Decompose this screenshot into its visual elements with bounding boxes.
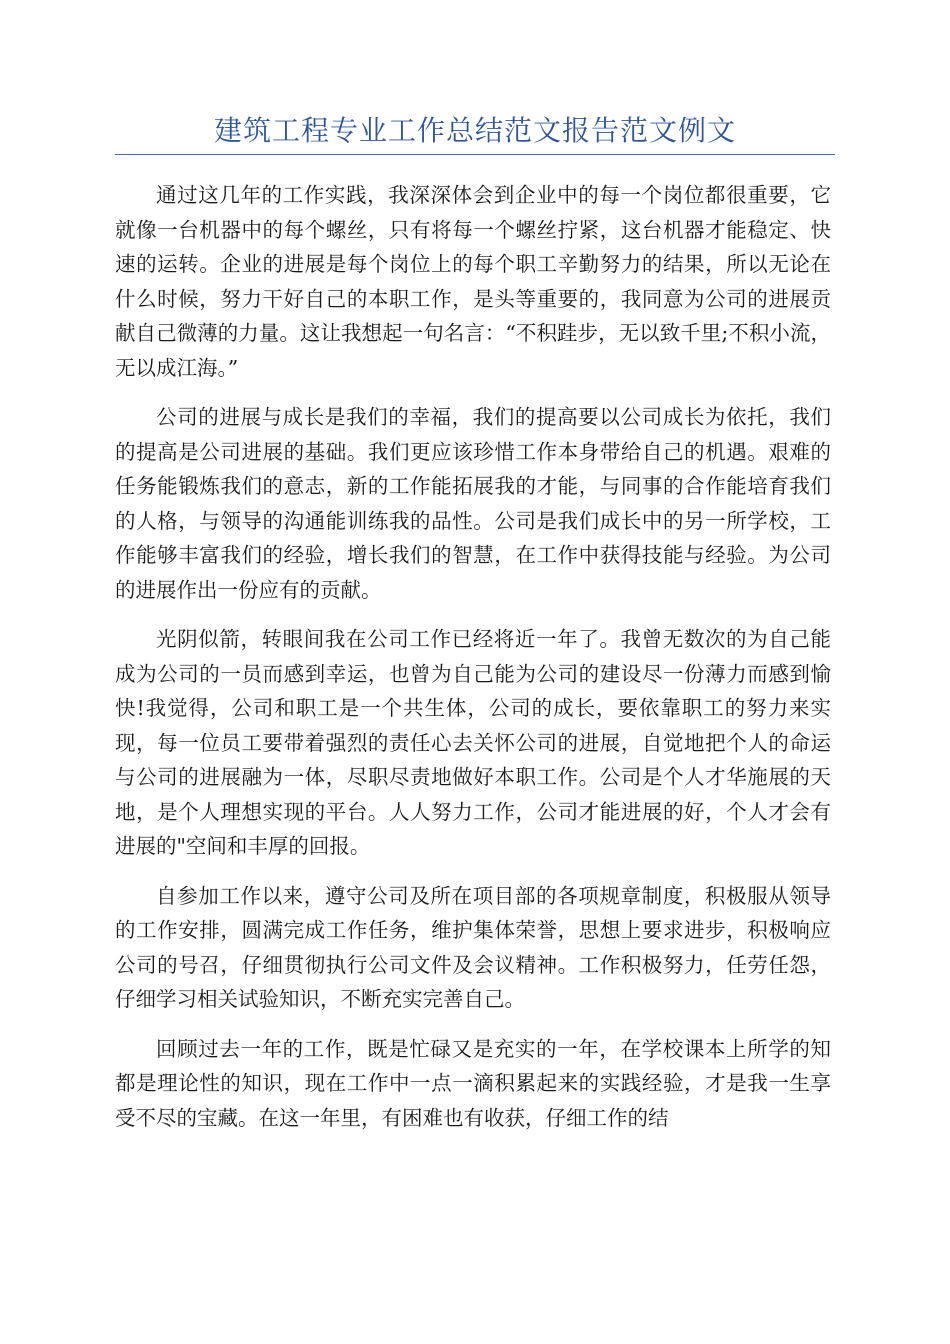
- paragraph-1: 通过这几年的工作实践，我深深体会到企业中的每一个岗位都很重要，它就像一台机器中的每个螺丝，只有将每一个螺丝拧紧，这台机器才能稳定、快速的运转。企业的进展是每个岗位上的每个职工辛勤努力的结果，所以无论在什么时候，努力干好自己的本职工作，是头等重要的，我同意为公司的进展贡献自己微薄的力量。这让我想起一句名言：“不积跬步，无以致千里;不积小流，无以成江海。”: [115, 183, 831, 380]
- document-title: 建筑工程专业工作总结范文报告范文例文: [213, 114, 736, 147]
- paragraph-2: 公司的进展与成长是我们的幸福，我们的提高要以公司成长为依托，我们的提高是公司进展的基础。我们更应该珍惜工作本身带给自己的机遇。艰难的任务能锻炼我们的意志，新的工作能拓展我的才能，与同事的合作能培育我们的人格，与领导的沟通能训练我的品性。公司是我们成长中的另一所学校，工作能够丰富我们的经验，增长我们的智慧，在工作中获得技能与经验。为公司的进展作出一份应有的贡献。: [115, 405, 831, 602]
- paragraph-4: 自参加工作以来，遵守公司及所在项目部的各项规章制度，积极服从领导的工作安排，圆满完成工作任务，维护集体荣誉，思想上要求进步，积极响应公司的号召，仔细贯彻执行公司文件及会议精神。工作积极努力，任劳任怨，仔细学习相关试验知识，不断充实完善自己。: [115, 883, 831, 1011]
- title-underline: [115, 154, 835, 155]
- paragraph-5: 回顾过去一年的工作，既是忙碌又是充实的一年，在学校课本上所学的知都是理论性的知识，现在工作中一点一滴积累起来的实践经验，才是我一生享受不尽的宝藏。在这一年里，有困难也有收获，仔细工作的结: [115, 1036, 831, 1130]
- document-body: [115, 178, 831, 1150]
- paragraph-3: 光阴似箭，转眼间我在公司工作已经将近一年了。我曾无数次的为自己能成为公司的一员而感到幸运，也曾为自己能为公司的建设尽一份薄力而感到愉快!我觉得，公司和职工是一个共生体，公司的成长，要依靠职工的努力来实现，每一位员工要带着强烈的责任心去关怀公司的进展，自觉地把个人的命运与公司的进展融为一体，尽职尽责地做好本职工作。公司是个人才华施展的天地，是个人理想实现的平台。人人努力工作，公司才能进展的好，个人才会有进展的"空间和丰厚的回报。: [115, 627, 831, 858]
